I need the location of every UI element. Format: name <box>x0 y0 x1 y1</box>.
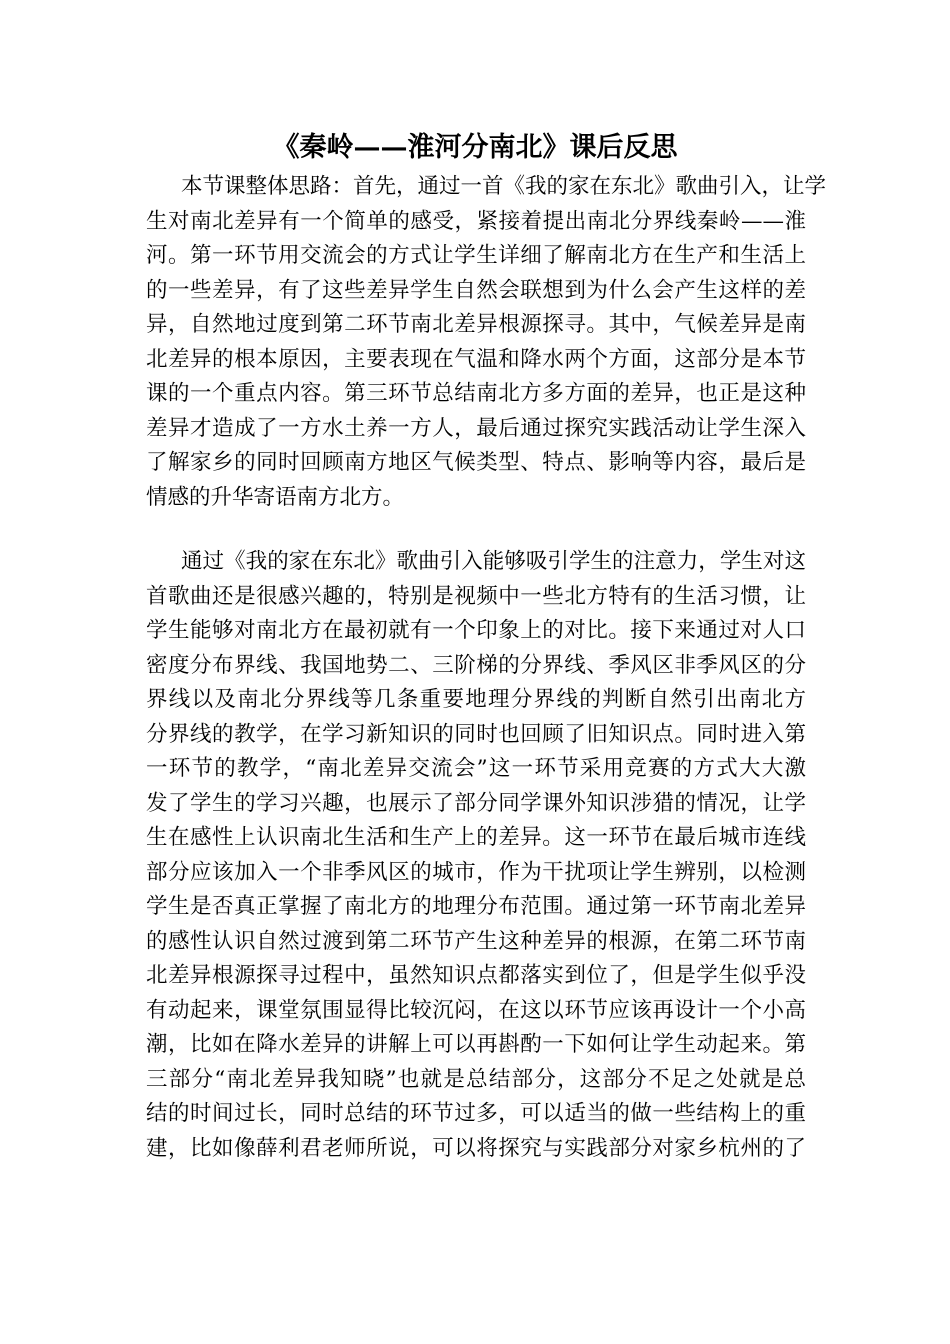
text-line: 学生能够对南北方在最初就有一个印象上的对比。接下来通过对人口 <box>146 618 806 643</box>
text-line: 了解家乡的同时回顾南方地区气候类型、特点、影响等内容，最后是 <box>146 450 806 475</box>
text-line: 有动起来，课堂氛围显得比较沉闷，在这以环节应该再设计一个小高 <box>146 997 806 1023</box>
text-line: 一环节的教学，“南北差异交流会”这一环节采用竞赛的方式大大激 <box>146 756 806 781</box>
text-line: 河。第一环节用交流会的方式让学生详细了解南北方在生产和生活上 <box>146 243 806 268</box>
text-line: 部分应该加入一个非季风区的城市，作为干扰项让学生辨别，以检测 <box>146 859 806 885</box>
text-line: 的感性认识自然过渡到第二环节产生这种差异的根源，在第二环节南 <box>146 928 806 954</box>
text-line: 学生是否真正掌握了南北方的地理分布范围。通过第一环节南北差异 <box>146 894 806 919</box>
text-line: 生在感性上认识南北生活和生产上的差异。这一环节在最后城市连线 <box>146 825 806 850</box>
text-line: 情感的升华寄语南方北方。 <box>146 484 405 510</box>
text-line: 结的时间过长，同时总结的环节过多，可以适当的做一些结构上的重 <box>146 1101 806 1126</box>
paragraph-2 <box>146 545 806 1166</box>
text-line: 潮，比如在降水差异的讲解上可以再斟酌一下如何让学生动起来。第 <box>146 1032 806 1057</box>
text-line: 北差异的根本原因，主要表现在气温和降水两个方面，这部分是本节 <box>146 346 806 372</box>
text-line: 的一些差异，有了这些差异学生自然会联想到为什么会产生这样的差 <box>146 277 806 303</box>
text-line: 发了学生的学习兴趣，也展示了部分同学课外知识涉猎的情况，让学 <box>146 790 806 816</box>
text-line: 生对南北差异有一个简单的感受，紧接着提出南北分界线秦岭——淮 <box>146 208 806 234</box>
text-line: 密度分布界线、我国地势二、三阶梯的分界线、季风区非季风区的分 <box>146 652 806 678</box>
text-line: 三部分“南北差异我知晓”也就是总结部分，这部分不足之处就是总 <box>146 1066 806 1092</box>
text-line: 通过《我的家在东北》歌曲引入能够吸引学生的注意力，学生对这 <box>181 549 806 574</box>
text-line: 本节课整体思路：首先，通过一首《我的家在东北》歌曲引入，让学 <box>181 174 827 199</box>
document-title: 《秦岭——淮河分南北》课后反思 <box>272 132 678 163</box>
text-line: 首歌曲还是很感兴趣的，特别是视频中一些北方特有的生活习惯，让 <box>146 583 806 609</box>
text-line: 北差异根源探寻过程中，虽然知识点都落实到位了，但是学生似乎没 <box>146 963 806 988</box>
text-line: 界线以及南北分界线等几条重要地理分界线的判断自然引出南北方 <box>146 687 806 712</box>
text-line: 差异才造成了一方水土养一方人，最后通过探究实践活动让学生深入 <box>146 415 806 441</box>
text-line: 课的一个重点内容。第三环节总结南北方多方面的差异，也正是这种 <box>146 381 806 406</box>
text-line: 异，自然地过度到第二环节南北差异根源探寻。其中，气候差异是南 <box>146 312 806 337</box>
paragraph-1 <box>146 170 827 515</box>
text-line: 建，比如像薛利君老师所说，可以将探究与实践部分对家乡杭州的了 <box>146 1135 806 1161</box>
text-line: 分界线的教学，在学习新知识的同时也回顾了旧知识点。同时进入第 <box>146 721 806 747</box>
